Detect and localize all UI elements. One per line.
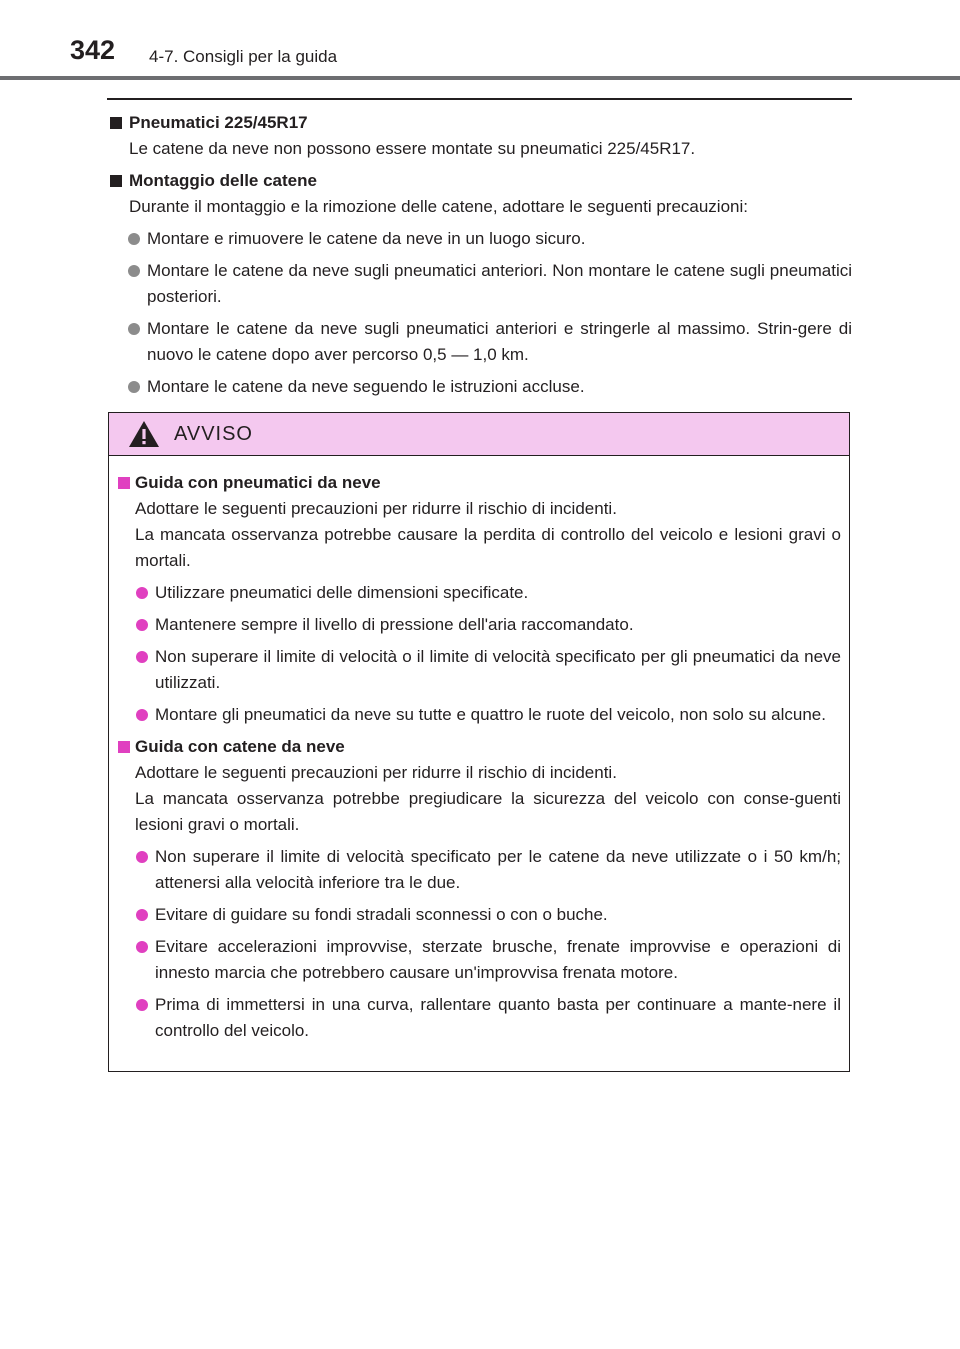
round-bullet-icon xyxy=(136,941,148,953)
page-number: 342 xyxy=(70,35,116,65)
section-text: Le catene da neve non possono essere montate su pneumatici 225/45R17. xyxy=(129,139,696,158)
round-bullet-icon xyxy=(136,587,148,599)
round-bullet-icon xyxy=(128,323,140,335)
section-heading xyxy=(115,734,841,760)
list-item xyxy=(115,612,841,638)
list-item xyxy=(107,226,852,252)
section-title: Montaggio delle catene xyxy=(129,171,317,190)
square-bullet-icon xyxy=(110,117,122,129)
list-item xyxy=(115,702,841,728)
section-text: Adottare le seguenti precauzioni per ridurre il rischio di incidenti. xyxy=(135,499,617,518)
list-item xyxy=(115,580,841,606)
round-bullet-icon xyxy=(128,233,140,245)
list-item xyxy=(115,934,841,986)
list-item xyxy=(107,258,852,310)
list-item-text: Evitare accelerazioni improvvise, sterzate brusche, frenate improvvise e operazioni di innesto marcia che potrebbero causare un'improvvisa frenata motore. xyxy=(155,937,841,982)
list-item-text: Montare le catene da neve sugli pneumatici anteriori. Non montare le catene sugli pneumatici posteriori. xyxy=(147,261,852,306)
list-item xyxy=(115,902,841,928)
list-item xyxy=(115,992,841,1044)
list-item-text: Evitare di guidare su fondi stradali sconnessi o con o buche. xyxy=(155,905,608,924)
section-heading xyxy=(107,168,852,194)
section-title: Guida con pneumatici da neve xyxy=(135,473,381,492)
list-item xyxy=(115,644,841,696)
warning-section-snow-tyres xyxy=(115,470,841,728)
list-item xyxy=(107,316,852,368)
list-item-text: Montare gli pneumatici da neve su tutte e quattro le ruote del veicolo, non solo su alcune. xyxy=(155,705,826,724)
list-item-text: Non superare il limite di velocità specificato per le catene da neve utilizzate o i 50 km/h; attenersi alla velocità inferiore tra le due. xyxy=(155,847,841,892)
section-tyres-225 xyxy=(107,110,852,162)
chapter-title: 4-7. Consigli per la guida xyxy=(149,47,338,66)
round-bullet-icon xyxy=(128,265,140,277)
list-item xyxy=(107,374,852,400)
warning-box xyxy=(108,412,850,1072)
warning-triangle-icon xyxy=(128,420,160,448)
warning-title: AVVISO xyxy=(174,423,253,445)
section-heading xyxy=(107,110,852,136)
header-rule xyxy=(0,76,960,80)
section-rule xyxy=(107,98,852,100)
warning-header xyxy=(109,413,849,456)
round-bullet-icon xyxy=(136,709,148,721)
list-item-text: Montare e rimuovere le catene da neve in un luogo sicuro. xyxy=(147,229,586,248)
list-item-text: Utilizzare pneumatici delle dimensioni specificate. xyxy=(155,583,529,602)
section-title: Guida con catene da neve xyxy=(135,737,345,756)
round-bullet-icon xyxy=(136,851,148,863)
section-text: La mancata osservanza potrebbe pregiudicare la sicurezza del veicolo con conse-guenti lesioni gravi o mortali. xyxy=(135,789,841,834)
square-bullet-icon xyxy=(118,477,130,489)
page-header xyxy=(0,0,960,80)
section-chain-mounting xyxy=(107,168,852,400)
round-bullet-icon xyxy=(136,909,148,921)
round-bullet-icon xyxy=(128,381,140,393)
round-bullet-icon xyxy=(136,999,148,1011)
section-text: Durante il montaggio e la rimozione delle catene, adottare le seguenti precauzioni: xyxy=(129,197,748,216)
main-content xyxy=(107,110,852,400)
section-heading xyxy=(115,470,841,496)
list-item-text: Montare le catene da neve seguendo le istruzioni accluse. xyxy=(147,377,585,396)
section-text: La mancata osservanza potrebbe causare la perdita di controllo del veicolo e lesioni gravi o mortali. xyxy=(135,525,841,570)
list-item-text: Prima di immettersi in una curva, rallentare quanto basta per continuare a mante-nere il controllo del veicolo. xyxy=(155,995,841,1040)
warning-section-snow-chains xyxy=(115,734,841,1044)
warning-body xyxy=(109,456,849,1044)
square-bullet-icon xyxy=(118,741,130,753)
section-text: Adottare le seguenti precauzioni per ridurre il rischio di incidenti. xyxy=(135,763,617,782)
section-title: Pneumatici 225/45R17 xyxy=(129,113,308,132)
list-item-text: Non superare il limite di velocità o il limite di velocità specificato per gli pneumatici da neve utilizzati. xyxy=(155,647,841,692)
list-item-text: Mantenere sempre il livello di pressione dell'aria raccomandato. xyxy=(155,615,634,634)
round-bullet-icon xyxy=(136,619,148,631)
square-bullet-icon xyxy=(110,175,122,187)
list-item-text: Montare le catene da neve sugli pneumatici anteriori e stringerle al massimo. Strin-gere di nuovo le catene dopo aver percorso 0,5 — 1,0 km. xyxy=(147,319,852,364)
round-bullet-icon xyxy=(136,651,148,663)
list-item xyxy=(115,844,841,896)
